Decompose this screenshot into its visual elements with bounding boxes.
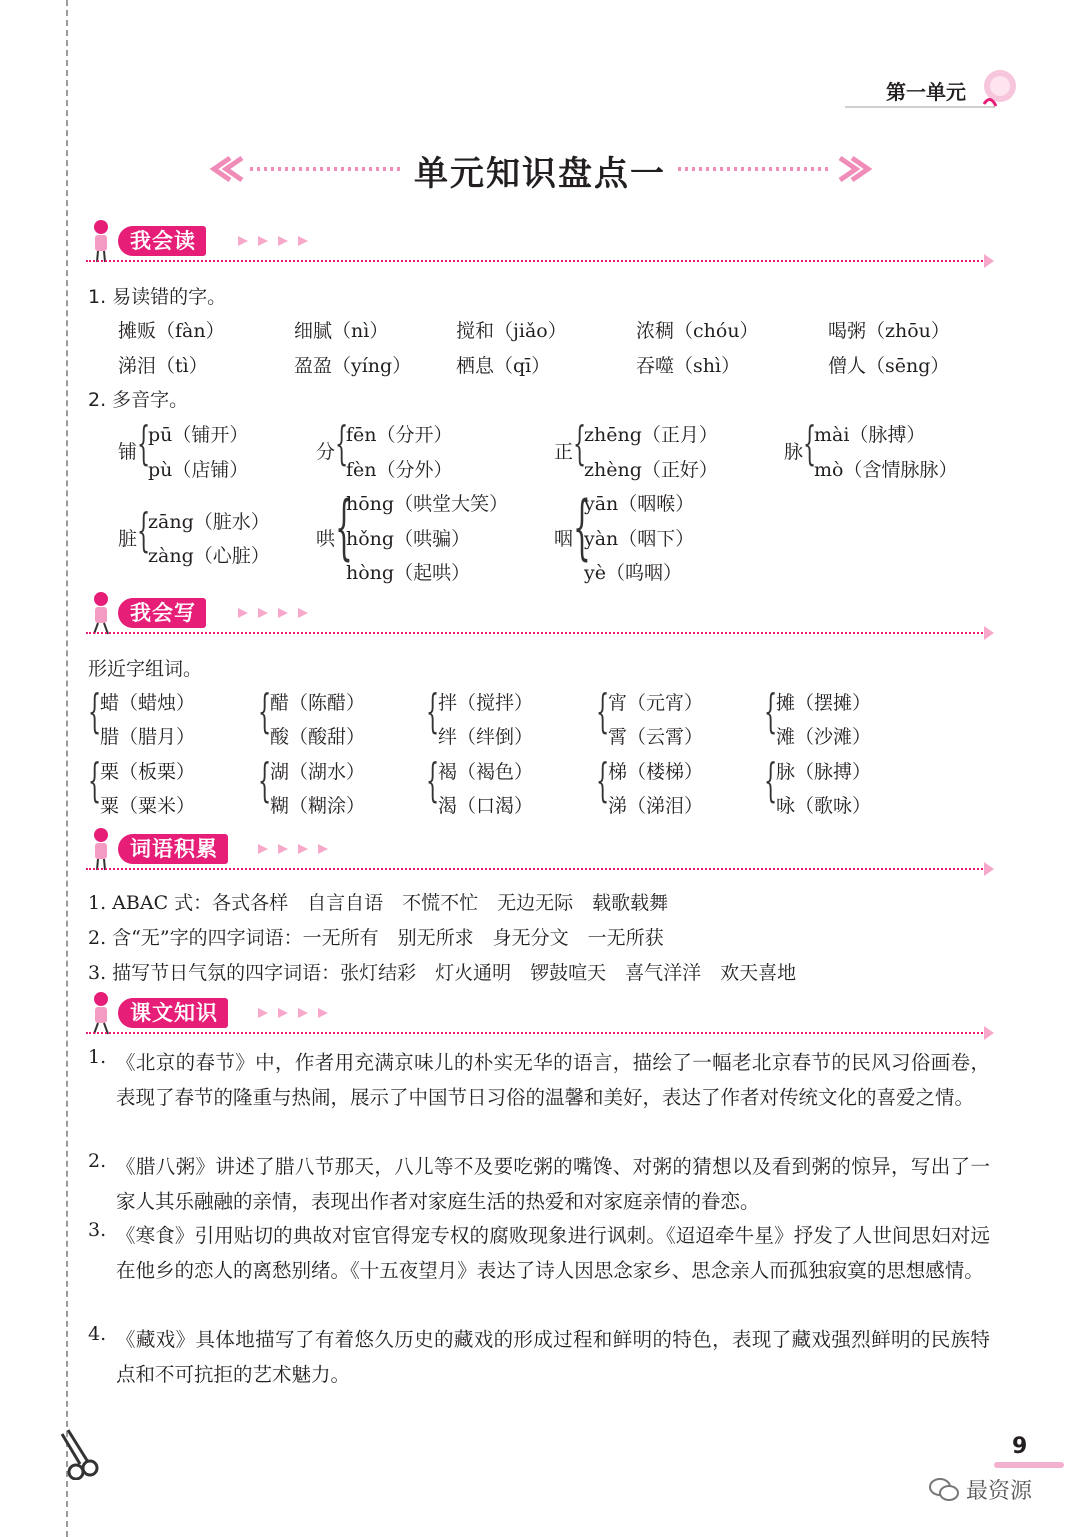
poly-reading: yè（呜咽） bbox=[584, 562, 682, 584]
poly-reading: yàn（咽下） bbox=[584, 528, 695, 550]
read-word: 栖息（qī） bbox=[456, 355, 551, 377]
chevron-right-icon bbox=[982, 624, 996, 642]
page-title: 单元知识盘点一 bbox=[414, 154, 666, 194]
char-pair-item: 咏（歌咏） bbox=[776, 795, 872, 817]
girl-figure-icon bbox=[86, 990, 116, 1036]
read-word: 浓稠（chóu） bbox=[636, 320, 759, 342]
lesson-number: 2. bbox=[88, 1150, 107, 1172]
read-word: 涕泪（tì） bbox=[118, 355, 208, 377]
brace: { bbox=[803, 416, 817, 470]
char-pair-item: 摊（摆摊） bbox=[776, 692, 872, 714]
char-pair-item: 梯（楼梯） bbox=[608, 761, 704, 783]
brace: { bbox=[335, 416, 349, 470]
char-pair-item: 腊（腊月） bbox=[100, 726, 196, 748]
section-divider bbox=[86, 1032, 986, 1034]
vocab-line: 2. 含“无”字的四字词语：一无所有 别无所求 身无分文 一无所获 bbox=[88, 927, 664, 949]
chevron-right-icon bbox=[982, 1024, 996, 1042]
char-pair-item: 滩（沙滩） bbox=[776, 726, 872, 748]
char-pair-item: 涕（涕泪） bbox=[608, 795, 704, 817]
poly-char: 咽 bbox=[554, 528, 574, 550]
poly-char: 哄 bbox=[316, 528, 336, 550]
brace: { bbox=[764, 684, 778, 738]
poly-reading: zhèng（正好） bbox=[584, 459, 718, 481]
girl-figure-icon bbox=[86, 590, 116, 636]
section-header-lesson bbox=[86, 990, 996, 1038]
brace: { bbox=[426, 684, 440, 738]
unit-label: 第一单元 bbox=[886, 80, 966, 104]
arrow-dots-icon bbox=[236, 233, 336, 249]
lesson-paragraph: 《腊八粥》讲述了腊八节那天，八儿等不及要吃粥的嘴馋、对粥的猜想以及看到粥的惊异，写出了一家人其乐融融的亲情，表现出作者对家庭生活的热爱和对家庭亲情的眷恋。 bbox=[116, 1155, 990, 1213]
brace: { bbox=[88, 684, 102, 738]
char-pair-item: 酸（酸甜） bbox=[270, 726, 366, 748]
title-right-decoration bbox=[674, 152, 874, 186]
section-divider bbox=[86, 632, 986, 634]
brace: { bbox=[764, 753, 778, 807]
char-pair-item: 霄（云霄） bbox=[608, 726, 704, 748]
char-pair-item: 拌（搅拌） bbox=[438, 692, 534, 714]
girl-figure-icon bbox=[86, 218, 116, 264]
char-pair-item: 湖（湖水） bbox=[270, 761, 366, 783]
brace: { bbox=[426, 753, 440, 807]
chevron-right-icon bbox=[982, 860, 996, 878]
char-pair-item: 糊（糊涂） bbox=[270, 795, 366, 817]
read-word: 僧人（sēng） bbox=[828, 355, 950, 377]
lesson-paragraph: 《寒食》引用贴切的典故对宦官得宠专权的腐败现象进行讽刺。《迢迢牵牛星》抒发了人世间思妇对远在他乡的恋人的离愁别绪。《十五夜望月》表达了诗人因思念家乡、思念亲人而孤独寂寞的思想感情。 bbox=[116, 1224, 990, 1282]
char-pair-item: 蜡（蜡烛） bbox=[100, 692, 196, 714]
poly-char: 脏 bbox=[118, 528, 138, 550]
brace: { bbox=[573, 486, 591, 568]
girl-figure-icon bbox=[86, 826, 116, 872]
poly-reading: mài（脉搏） bbox=[814, 424, 926, 446]
read-word: 搅和（jiǎo） bbox=[456, 320, 567, 342]
section-title-write: 我会写 bbox=[118, 598, 206, 628]
char-pair-item: 脉（脉搏） bbox=[776, 761, 872, 783]
watermark: 最资源 bbox=[966, 1479, 1033, 1504]
poly-char: 脉 bbox=[784, 441, 804, 463]
char-pair-item: 醋（陈醋） bbox=[270, 692, 366, 714]
write-title: 形近字组词。 bbox=[88, 658, 203, 680]
read-word: 吞噬（shì） bbox=[636, 355, 741, 377]
poly-reading: pù（店铺） bbox=[148, 459, 249, 481]
brace: { bbox=[137, 503, 151, 557]
poly-reading: fèn（分外） bbox=[346, 459, 453, 481]
section-header-read bbox=[86, 218, 996, 266]
vocab-line: 1. ABAC 式：各式各样 自言自语 不慌不忙 无边无际 载歌载舞 bbox=[88, 892, 669, 914]
q2-title: 2. 多音字。 bbox=[88, 389, 189, 411]
poly-reading: hòng（起哄） bbox=[346, 562, 471, 584]
lesson-number: 4. bbox=[88, 1323, 107, 1345]
arrow-dots-icon bbox=[236, 605, 336, 621]
lesson-number: 3. bbox=[88, 1219, 107, 1241]
section-divider bbox=[86, 868, 986, 870]
char-pair-item: 宵（元宵） bbox=[608, 692, 704, 714]
brace: { bbox=[258, 684, 272, 738]
cut-line bbox=[66, 0, 68, 1537]
poly-char: 分 bbox=[316, 441, 336, 463]
section-header-vocab bbox=[86, 826, 996, 874]
char-pair-item: 渴（口渴） bbox=[438, 795, 534, 817]
poly-char: 铺 bbox=[118, 441, 138, 463]
char-pair-item: 粟（粟米） bbox=[100, 795, 196, 817]
read-word: 摊贩（fàn） bbox=[118, 320, 225, 342]
brace: { bbox=[596, 753, 610, 807]
char-pair-item: 褐（褐色） bbox=[438, 761, 534, 783]
section-title-lesson: 课文知识 bbox=[118, 998, 228, 1028]
section-divider bbox=[86, 260, 986, 262]
scissors-icon bbox=[58, 1428, 104, 1480]
arrow-dots-icon bbox=[256, 1005, 356, 1021]
poly-reading: pū（铺开） bbox=[148, 424, 249, 446]
char-pair-item: 绊（绊倒） bbox=[438, 726, 534, 748]
poly-reading: fēn（分开） bbox=[346, 424, 453, 446]
read-word: 细腻（nì） bbox=[294, 320, 389, 342]
brace: { bbox=[573, 416, 587, 470]
char-pair-item: 栗（板栗） bbox=[100, 761, 196, 783]
poly-reading: yān（咽喉） bbox=[584, 493, 695, 515]
vocab-line: 3. 描写节日气氛的四字词语：张灯结彩 灯火通明 锣鼓喧天 喜气洋洋 欢天喜地 bbox=[88, 962, 797, 984]
poly-reading: zhēng（正月） bbox=[584, 424, 718, 446]
section-title-vocab: 词语积累 bbox=[118, 834, 228, 864]
brace: { bbox=[596, 684, 610, 738]
q1-title: 1. 易读错的字。 bbox=[88, 286, 227, 308]
chevron-right-icon bbox=[982, 252, 996, 270]
lesson-paragraph: 《北京的春节》中，作者用充满京味儿的朴实无华的语言，描绘了一幅老北京春节的民风习俗画卷，表现了春节的隆重与热闹，展示了中国节日习俗的温馨和美好，表达了作者对传统文化的喜爱之情。 bbox=[116, 1051, 990, 1109]
poly-reading: zàng（心脏） bbox=[148, 545, 270, 567]
poly-reading: zāng（脏水） bbox=[148, 511, 270, 533]
girl-icon bbox=[970, 64, 1020, 114]
poly-reading: hǒng（哄骗） bbox=[346, 528, 471, 550]
brace: { bbox=[258, 753, 272, 807]
poly-reading: hōng（哄堂大笑） bbox=[346, 493, 509, 515]
wechat-icon bbox=[928, 1476, 960, 1504]
brace: { bbox=[335, 486, 353, 568]
section-title-read: 我会读 bbox=[118, 226, 206, 256]
brace: { bbox=[137, 416, 151, 470]
page-number: 9 bbox=[1012, 1434, 1028, 1459]
poly-char: 正 bbox=[554, 441, 574, 463]
poly-reading: mò（含情脉脉） bbox=[814, 459, 958, 481]
read-word: 喝粥（zhōu） bbox=[828, 320, 950, 342]
arrow-dots-icon bbox=[256, 841, 356, 857]
lesson-number: 1. bbox=[88, 1046, 107, 1068]
page-number-bar bbox=[994, 1462, 1064, 1468]
brace: { bbox=[88, 753, 102, 807]
lesson-paragraph: 《藏戏》具体地描写了有着悠久历史的藏戏的形成过程和鲜明的特色，表现了藏戏强烈鲜明的民族特点和不可抗拒的艺术魅力。 bbox=[116, 1328, 990, 1386]
section-header-write bbox=[86, 590, 996, 638]
read-word: 盈盈（yíng） bbox=[294, 355, 412, 377]
